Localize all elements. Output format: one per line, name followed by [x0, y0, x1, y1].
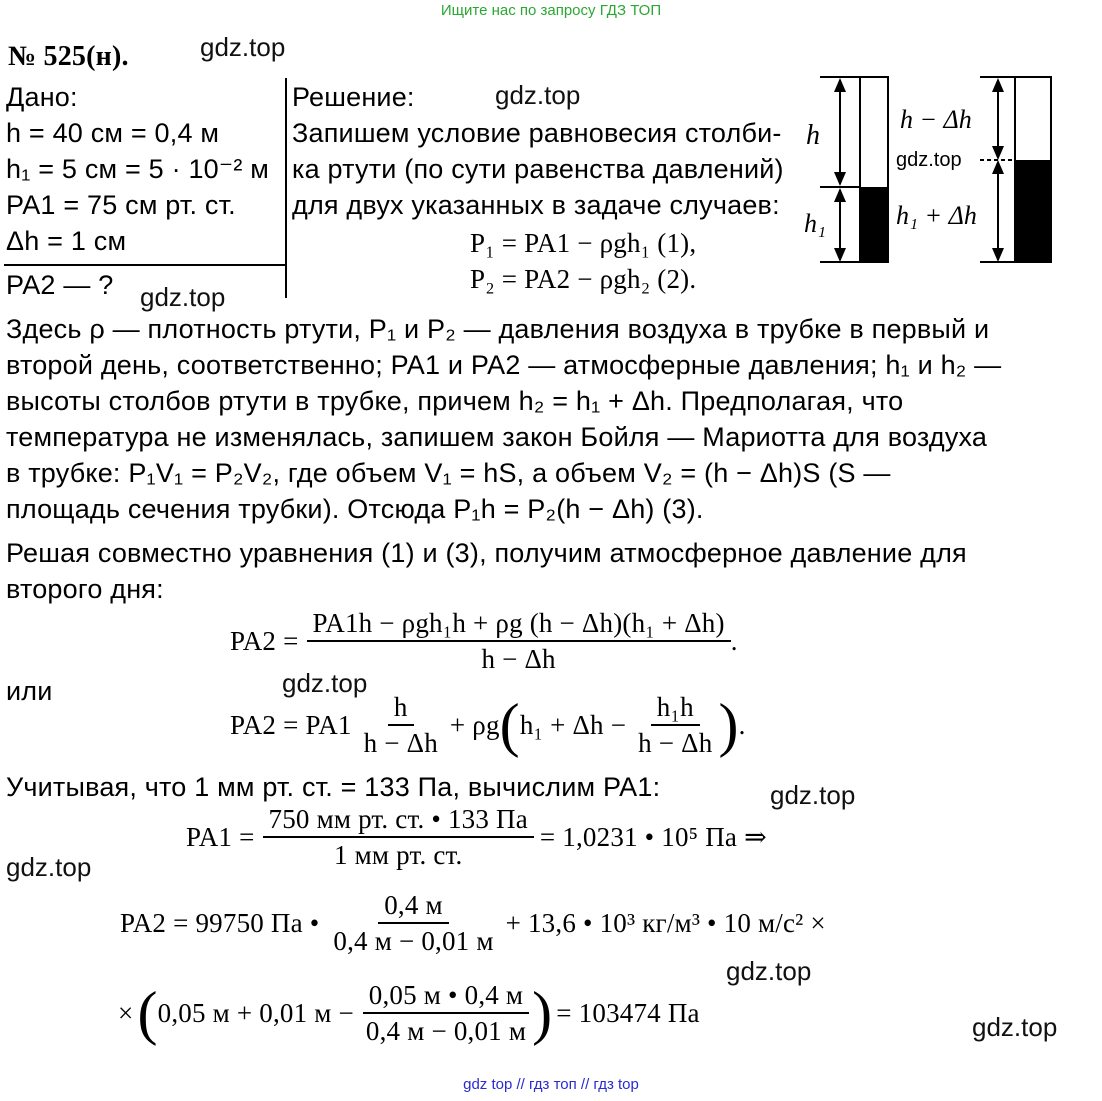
open-paren: (	[499, 692, 520, 758]
top-banner[interactable]: Ищите нас по запросу ГДЗ ТОП	[440, 2, 662, 19]
ili-label: или	[6, 676, 53, 706]
watermark: gdz.top	[495, 80, 581, 110]
solution-line: ка ртути (по сути равенства давлений)	[292, 154, 784, 184]
formula-tail: .	[730, 626, 738, 656]
close-paren: )	[532, 980, 553, 1046]
watermark: gdz.top	[972, 1012, 1058, 1042]
fraction-numerator: 0,4 м	[378, 890, 449, 924]
paragraph-line: второй день, соответственно; PA1 и PA2 — атмосферные давления; h₁ и h₂ —	[6, 350, 1002, 380]
watermark: gdz.top	[726, 956, 812, 986]
arrow-head	[834, 248, 846, 262]
arrow-head	[992, 160, 1004, 174]
fraction-denominator: h − Δh	[481, 644, 556, 674]
formula-lhs: PA2 =	[230, 626, 299, 656]
calc-fraction	[263, 804, 534, 870]
given-title: Дано:	[6, 82, 78, 112]
formula-pa2-2	[230, 692, 746, 758]
given-vertical-rule	[285, 78, 287, 298]
mercury-right	[1015, 160, 1051, 262]
paragraph-line: площадь сечения трубки). Отсюда P₁h = P₂(h − Δh) (3).	[6, 494, 704, 524]
footer-links[interactable]: gdz top // гдз топ // гдз top	[463, 1076, 639, 1093]
calc-rhs: + 13,6 • 10³ кг/м³ • 10 м/с² ×	[505, 908, 826, 938]
watermark: gdz.top	[770, 780, 856, 810]
calc-lead: ×	[118, 998, 134, 1028]
equation-1: P₁ = PA1 − ρgh₁ (1),	[470, 228, 697, 258]
calc-fraction	[360, 980, 532, 1046]
given-divider	[4, 264, 286, 266]
formula-pa2-1	[230, 608, 738, 674]
arrow-head	[834, 188, 846, 202]
arrow-head	[834, 78, 846, 92]
fraction-numerator: h₁h	[651, 692, 700, 726]
fraction-denominator: h − Δh	[363, 728, 438, 758]
fraction-numerator: PA1h − ρgh₁h + ρg (h − Δh)(h₁ + Δh)	[307, 608, 731, 642]
fraction-numerator: 0,05 м • 0,4 м	[363, 980, 529, 1014]
formula-fraction	[632, 692, 718, 758]
calc-pa2-continued	[118, 980, 700, 1046]
formula-fraction	[358, 692, 444, 758]
watermark: gdz.top	[896, 149, 962, 171]
paragraph-line: высоты столбов ртути в трубке, причем h₂ = h₁ + Δh. Предполагая, что	[6, 386, 904, 416]
mercury-left	[860, 187, 888, 262]
calc-result: = 103474 Па	[556, 998, 700, 1028]
solution-line: для двух указанных в задаче случаев:	[292, 190, 780, 220]
tube-figure	[800, 72, 1080, 272]
calc-pa1	[186, 804, 767, 870]
paragraph-line: Решая совместно уравнения (1) и (3), получим атмосферное давление для	[6, 538, 967, 568]
open-paren: (	[137, 980, 158, 1046]
find-label: PA2 — ?	[6, 270, 114, 300]
calc-pa2	[120, 890, 826, 956]
note-line: Учитывая, что 1 мм рт. ст. = 133 Па, вычислим PA1:	[6, 772, 661, 802]
paragraph-line: второго дня:	[6, 574, 164, 604]
calc-inner: 0,05 м + 0,01 м −	[157, 998, 354, 1028]
calc-fraction	[327, 890, 499, 956]
watermark: gdz.top	[282, 668, 368, 698]
fraction-numerator: 750 мм рт. ст. • 133 Па	[263, 804, 534, 838]
formula-lhs: PA2 = PA1	[230, 710, 352, 740]
fraction-denominator: 0,4 м − 0,01 м	[333, 926, 494, 956]
arrow-head	[834, 172, 846, 186]
arrow-head	[992, 78, 1004, 92]
label-h: h	[806, 120, 820, 151]
label-h-minus-dh: h − Δh	[900, 105, 972, 134]
given-line: PA1 = 75 см рт. ст.	[6, 190, 236, 220]
arrow-head	[992, 248, 1004, 262]
arrow-head	[992, 146, 1004, 160]
equation-2: P₂ = PA2 − ρgh₂ (2).	[470, 264, 697, 294]
watermark: gdz.top	[6, 852, 92, 882]
fraction-numerator: h	[388, 692, 414, 726]
formula-mid: + ρg	[449, 710, 500, 740]
watermark: gdz.top	[140, 282, 226, 312]
given-line: Δh = 1 см	[6, 226, 127, 256]
formula-tail: .	[738, 710, 746, 740]
problem-number: № 525(н).	[8, 41, 129, 72]
solution-title: Решение:	[292, 82, 415, 112]
given-line: h₁ = 5 см = 5 · 10⁻² м	[6, 154, 269, 184]
fraction-denominator: 1 мм рт. ст.	[333, 840, 463, 870]
label-h1: h₁	[804, 209, 827, 238]
calc-rhs: = 1,0231 • 10⁵ Па ⇒	[539, 822, 767, 852]
paragraph-line: Здесь ρ — плотность ртути, P₁ и P₂ — давления воздуха в трубке в первый и	[6, 314, 990, 344]
watermark: gdz.top	[200, 32, 286, 62]
calc-lhs: PA2 = 99750 Па •	[120, 908, 320, 938]
paragraph-line: температура не изменялась, запишем закон Бойля — Мариотта для воздуха	[6, 422, 988, 452]
given-line: h = 40 см = 0,4 м	[6, 118, 220, 148]
formula-inner: h₁ + Δh −	[519, 710, 627, 740]
label-h1-plus-dh: h₁ + Δh	[896, 201, 977, 230]
solution-line: Запишем условие равновесия столби-	[292, 118, 782, 148]
paragraph-line: в трубке: P₁V₁ = P₂V₂, где объем V₁ = hS, а объем V₂ = (h − Δh)S (S —	[6, 458, 891, 488]
calc-lhs: PA1 =	[186, 822, 255, 852]
close-paren: )	[718, 692, 739, 758]
formula-fraction	[307, 608, 731, 674]
fraction-denominator: h − Δh	[638, 728, 713, 758]
fraction-denominator: 0,4 м − 0,01 м	[365, 1016, 527, 1046]
